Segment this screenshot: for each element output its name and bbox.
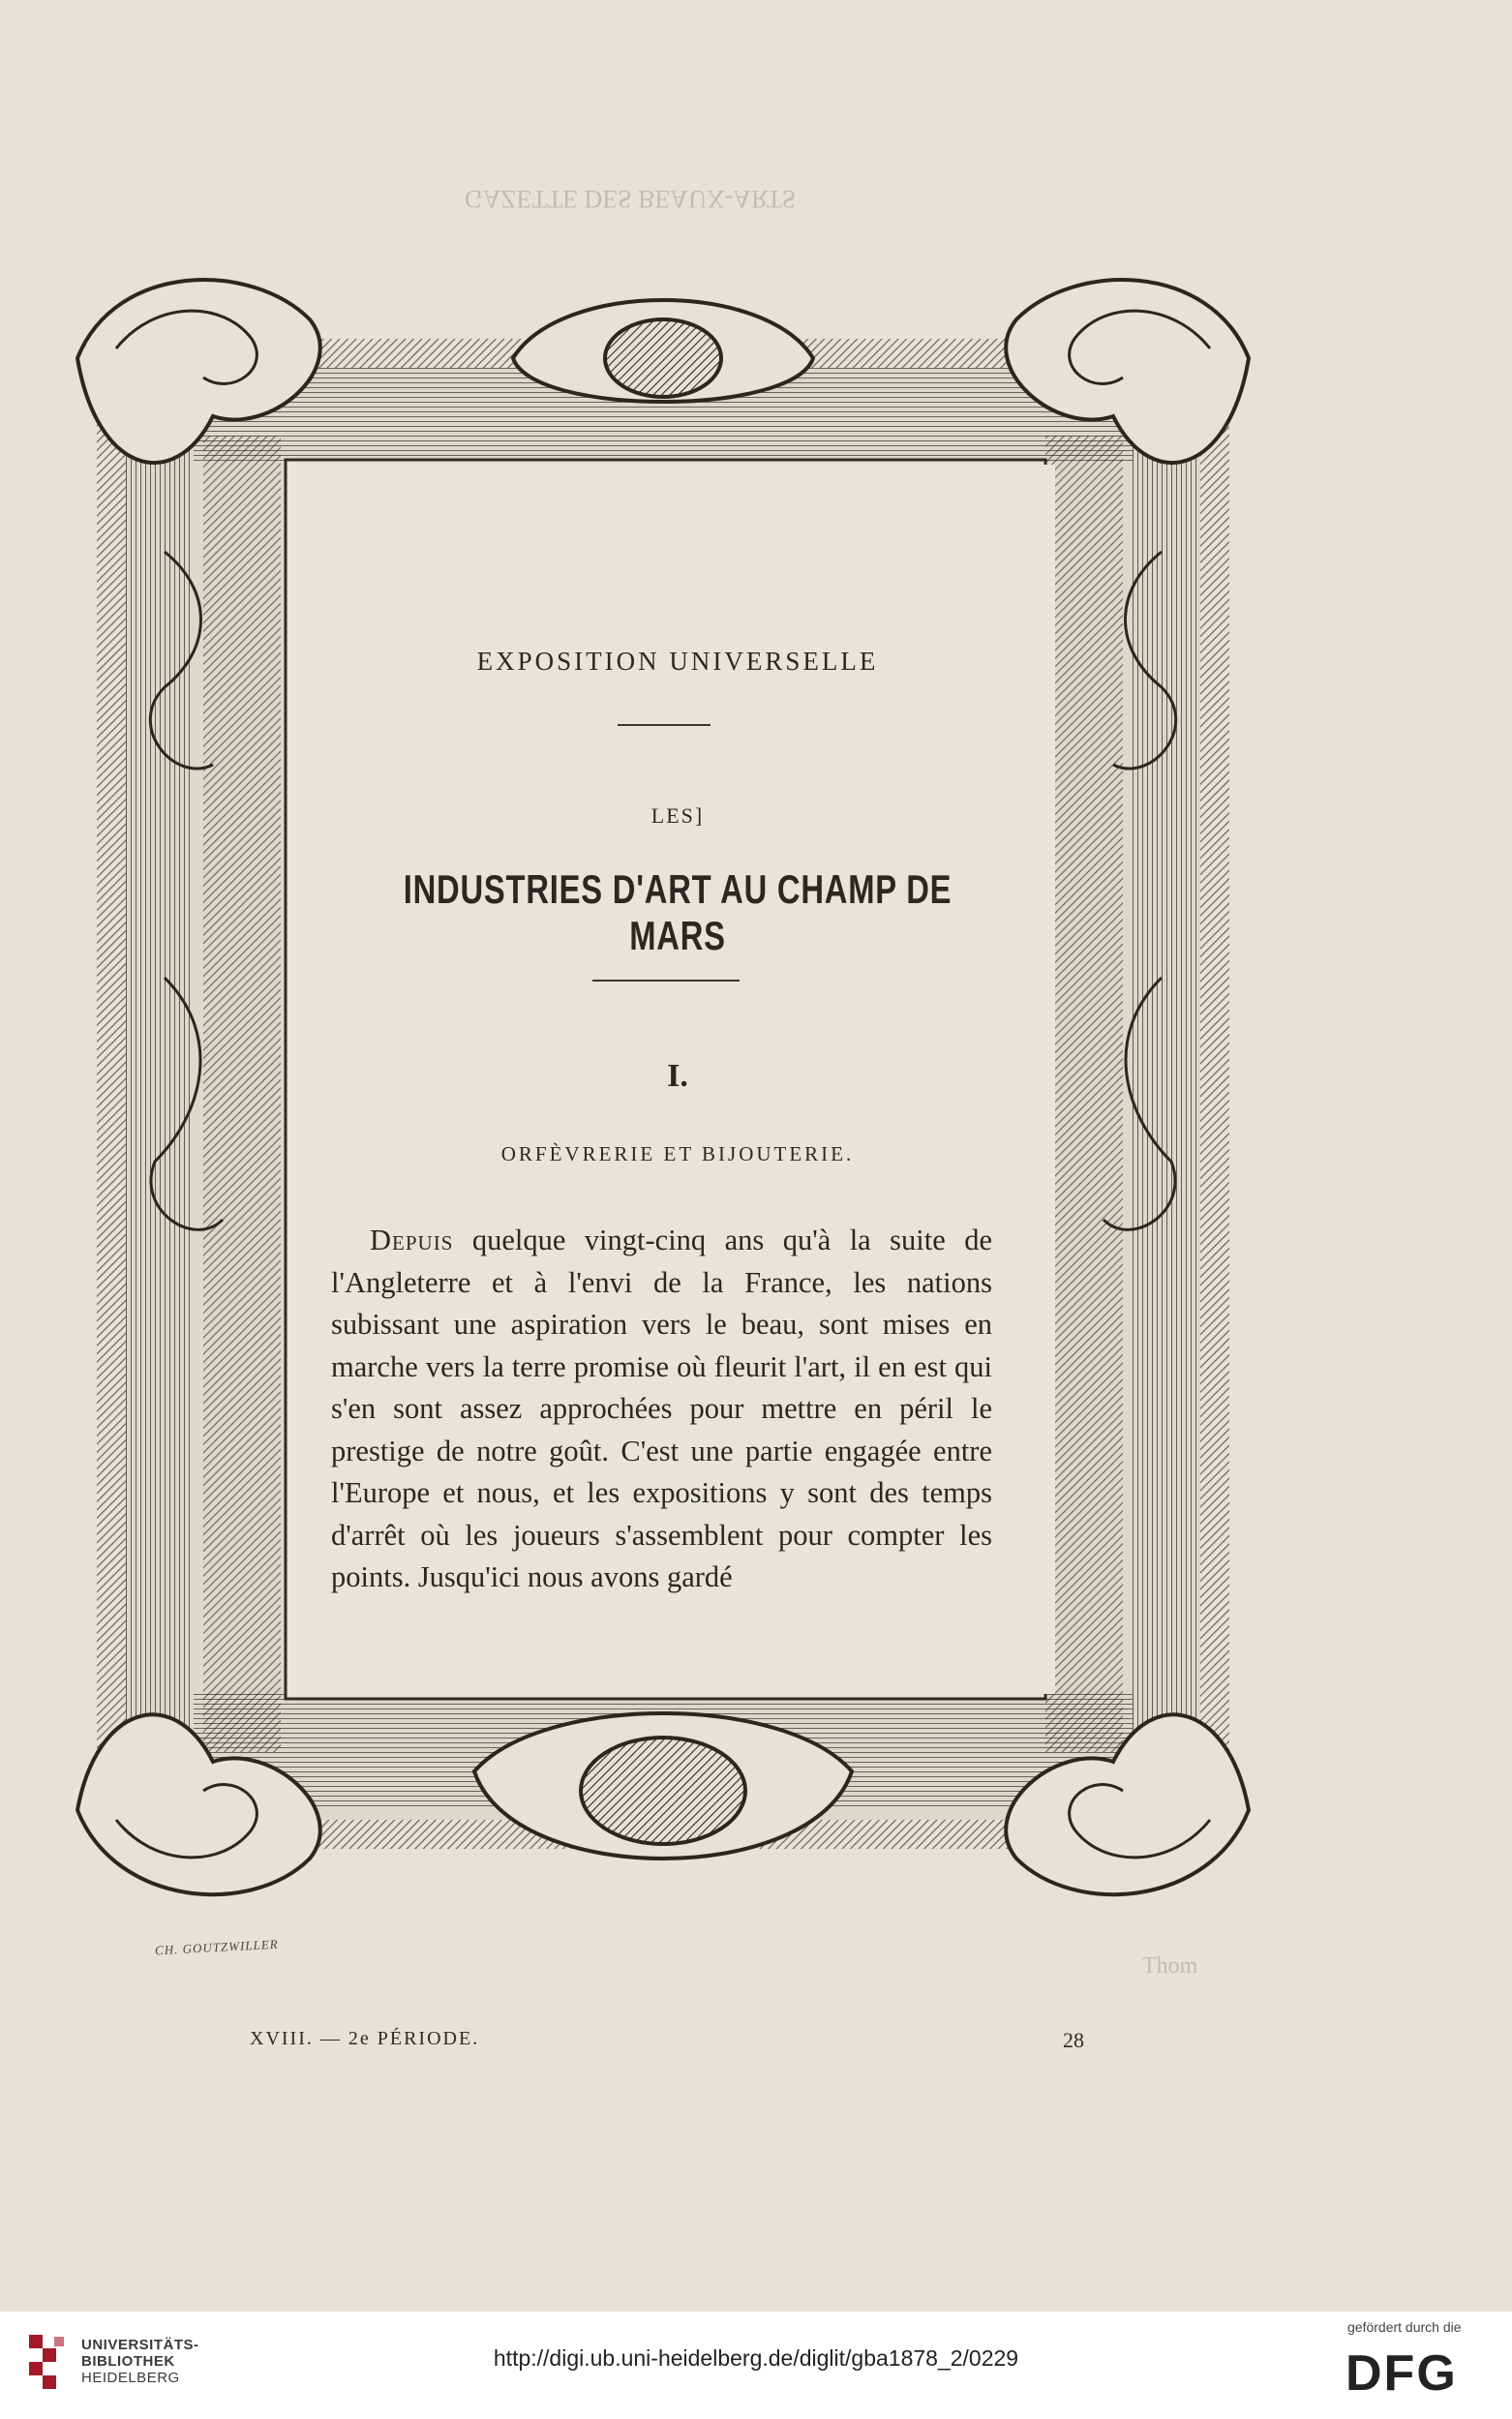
show-through-text: GAZETTE DES BEAUX-ARTS	[465, 185, 797, 213]
section-number: I.	[667, 1058, 688, 1094]
dfg-logo[interactable]: DFG	[1346, 2345, 1458, 2402]
divider-rule	[592, 980, 740, 982]
body-text: quelque vingt-cinq ans qu'à la suite de l'Angleterre et à l'envi de la France, les nations subissant une aspiration vers le beau, sont mises en marche vers la terre promise où fleurit l'art, il en est qui s'en sont assez approchées pour mettre en péril le prestige de notre goût. C'est une partie engagée entre l'Europe et nous, et les expositions y sont des temps d'arrêt où les joueurs s'assemblent pour compter les points. Jusqu'ici nous avons gardé	[331, 1224, 992, 1593]
page-heading: EXPOSITION UNIVERSELLE	[476, 647, 879, 676]
section-title: ORFÈVRERIE ET BIJOUTERIE.	[500, 1142, 855, 1165]
institution-line: HEIDELBERG	[81, 2370, 180, 2386]
dropped-first-word: Depuis	[370, 1224, 454, 1256]
funded-by-label: gefördert durch die	[1347, 2319, 1462, 2335]
permalink-url[interactable]: http://digi.ub.uni-heidelberg.de/diglit/gba1878_2/0229	[493, 2345, 1019, 2371]
engraver-signature: CH. GOUTZWILLER	[154, 1936, 279, 1958]
institution-line: UNIVERSITÄTS-	[81, 2337, 199, 2353]
footer-volume: XVIII. — 2e PÉRIODE.	[250, 2028, 480, 2049]
article-title: INDUSTRIES D'ART AU CHAMP DE MARS	[403, 866, 953, 958]
institution-line: BIBLIOTHEK	[81, 2353, 175, 2370]
footer-page-number: 28	[1063, 2028, 1084, 2052]
title-kicker: LES]	[650, 803, 705, 828]
body-paragraph	[331, 1220, 992, 1599]
divider-rule	[618, 724, 711, 726]
show-through-text: Thom	[1142, 1953, 1198, 1979]
